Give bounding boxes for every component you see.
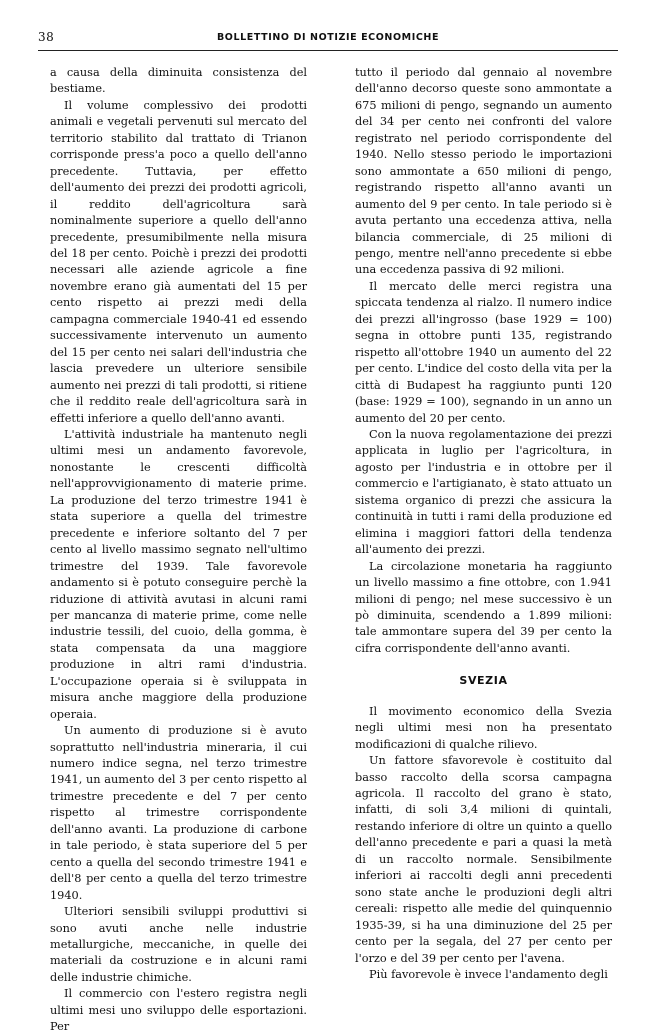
paragraph: La circolazione monetaria ha raggiunto un livello massimo a fine ottobre, con 1.941 milioni di pengo; nel mese successivo è un pò diminuita, scendendo a 1.899 milioni: tale ammontare supera del 39 per cento la cifra corrispondente dell'anno avanti. — [355, 559, 612, 655]
paragraph: tutto il periodo dal gennaio al novembre dell'anno decorso queste sono ammontate a 675 milioni di pengo, segnando un aumento del 34 per cento nei confronti del valore registrato nel periodo corrispondente del 1940. Nello stesso periodo le importazioni sono ammontate a 650 milioni di pengo, registrando rispetto all'anno avanti un aumento del 9 per cento. In tale periodo si è avuta pertanto una eccedenza attiva, nella bilancia commerciale, di 25 milioni di pengo, mentre nell'anno precedente si ebbe una eccedenza passiva di 92 milioni. — [355, 66, 612, 277]
running-header — [38, 28, 618, 51]
paragraph: a causa della diminuita consistenza del bestiame. — [50, 66, 307, 96]
running-title: BOLLETTINO DI NOTIZIE ECONOMICHE — [216, 32, 440, 43]
paragraph: Con la nuova regolamentazione dei prezzi applicata in luglio per l'agricoltura, in agosto per l'industria e in ottobre per il commercio e l'artigianato, è stato attuato un sistema organico di prezzi che assicura la continuità in tutti i rami della produzione ed elimina i maggiori fattori della tendenza all'aumento dei prezzi. — [355, 427, 612, 557]
paragraph: Un aumento di produzione si è avuto soprattutto nell'industria mineraria, il cui numero indice segna, nel terzo trimestre 1941, un aumento del 3 per cento rispetto al trimestre precedente e del 7 per cento rispetto al trimestre corrispondente dell'anno avanti. La produzione di carbone in tale periodo, è stata superiore del 5 per cento a quella del secondo trimestre 1941 e dell'8 per cento a quella del terzo trimestre 1940. — [50, 724, 307, 902]
paragraph: Più favorevole è invece l'andamento degli — [369, 968, 608, 982]
paragraph: Ulteriori sensibili sviluppi produttivi si sono avuti anche nelle industrie metallurgiche, meccaniche, in quelle dei materiali da costruzione e in alcuni rami delle industrie chimiche. — [50, 905, 307, 984]
left-column — [50, 65, 307, 1036]
section-heading-svezia: SVEZIA — [459, 674, 508, 688]
paragraph: Il volume complessivo dei prodotti animali e vegetali pervenuti sul mercato del territorio stabilito dal trattato di Trianon corrisponde press'a poco a quello dell'anno precedente. Tuttavia, per effetto dell'aumento dei prezzi dei prodotti agricoli, il reddito dell'agricoltura sarà nominalmente superiore a quello dell'anno precedente, presumibilmente nella misura del 18 per cento. Poichè i prezzi dei prodotti necessari alle aziende agricole a fine novembre erano già aumentati del 15 per cento rispetto ai prezzi medi della campagna commerciale 1940-41 ed essendo successivamente intervenuto un aumento del 15 per cento nei salari dell'industria che lascia prevedere un ulteriore sensibile aumento nei prezzi di tali prodotti, si ritiene che il reddito reale dell'agricoltura sarà in effetti inferiore a quello dell'anno avanti. — [50, 98, 307, 425]
page-number: 38 — [38, 30, 55, 44]
paragraph: Il commercio con l'estero registra negli ultimi mesi uno sviluppo delle esportazioni. Per — [50, 987, 307, 1034]
paragraph: Un fattore sfavorevole è costituito dal basso raccolto della scorsa campagna agricola. Il raccolto del grano è stato, infatti, di soli 3,4 milioni di quintali, restando inferiore di oltre un quinto a quello dell'anno precedente e pari a quasi la metà di un raccolto normale. Sensibilmente inferiori ai raccolti degli anni precedenti sono state anche le produzioni degli altri cereali: rispetto alle medie del quinquennio 1935-39, si ha una diminuzione del 25 per cento per la segala, del 27 per cento per l'orzo e del 39 per cento per l'avena. — [355, 754, 612, 965]
paragraph: Il mercato delle merci registra una spiccata tendenza al rialzo. Il numero indice dei prezzi all'ingrosso (base 1929 = 100) segna in ottobre punti 135, registrando rispetto all'ottobre 1940 un aumento del 22 per cento. L'indice del costo della vita per la città di Budapest ha raggiunto punti 120 (base: 1929 = 100), segnando in un anno un aumento del 20 per cento. — [355, 279, 612, 425]
right-column — [355, 65, 612, 983]
paragraph: L'attività industriale ha mantenuto negli ultimi mesi un andamento favorevole, nonostante le crescenti difficoltà nell'approvvigionamento di materie prime. La produzione del terzo trimestre 1941 è stata superiore a quella del trimestre precedente e inferiore soltanto del 7 per cento al livello massimo segnato nell'ultimo trimestre del 1939. Tale favorevole andamento si è potuto conseguire perchè la riduzione di attività avutasi in alcuni rami per mancanza di materie prime, come nelle industrie tessili, del cuoio, della gomma, è stata compensata da una maggiore produzione in altri rami d'industria. L'occupazione operaia si è sviluppata in misura anche maggiore della produzione operaia. — [50, 427, 307, 721]
paragraph: Il movimento economico della Svezia negli ultimi mesi non ha presentato modificazioni di qualche rilievo. — [355, 704, 612, 751]
